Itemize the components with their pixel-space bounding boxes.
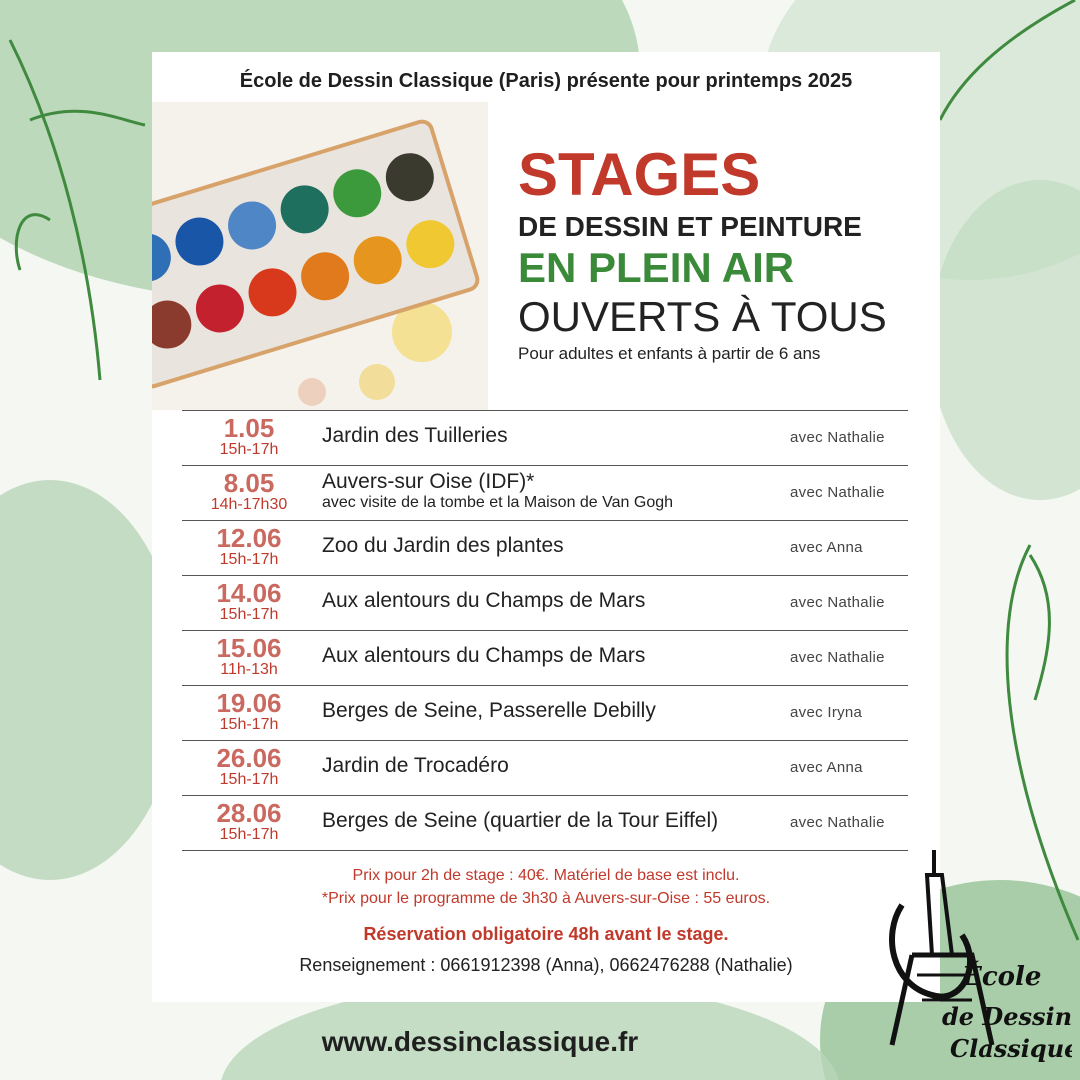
info-block bbox=[152, 864, 940, 976]
session-place: Aux alentours du Champs de Mars bbox=[322, 644, 646, 667]
session-date: 19.06 bbox=[216, 688, 282, 718]
school-logo bbox=[872, 845, 1072, 1070]
session-time: 15h-17h bbox=[219, 826, 279, 843]
poster-card bbox=[152, 52, 940, 1002]
session-subtitle: avec visite de la tombe et la Maison de Van Gogh bbox=[322, 494, 674, 511]
session-time: 15h-17h bbox=[219, 771, 279, 788]
list-item bbox=[182, 575, 908, 630]
title-ouverts: OUVERTS À TOUS bbox=[518, 293, 887, 340]
session-teacher: avec Iryna bbox=[790, 704, 863, 721]
school-header: École de Dessin Classique (Paris) présente pour printemps 2025 bbox=[239, 70, 853, 92]
title-plein-air: EN PLEIN AIR bbox=[518, 244, 795, 291]
session-teacher: avec Nathalie bbox=[790, 429, 885, 446]
session-place: Zoo du Jardin des plantes bbox=[322, 534, 564, 557]
session-teacher: avec Anna bbox=[790, 759, 863, 776]
list-item bbox=[182, 795, 908, 851]
session-time: 11h-13h bbox=[220, 661, 278, 678]
reservation-notice: Réservation obligatoire 48h avant le stage. bbox=[363, 924, 729, 944]
title-dessin: DE DESSIN ET PEINTURE bbox=[518, 211, 862, 242]
session-date: 14.06 bbox=[216, 578, 282, 608]
session-time: 15h-17h bbox=[219, 551, 279, 568]
list-item bbox=[182, 685, 908, 740]
session-date: 15.06 bbox=[216, 633, 282, 663]
session-time: 15h-17h bbox=[219, 606, 279, 623]
session-teacher: avec Nathalie bbox=[790, 814, 885, 831]
watercolor-palette-image bbox=[152, 102, 488, 410]
svg-text:de Dessin: de Dessin bbox=[942, 1002, 1072, 1031]
price-line: Prix pour 2h de stage : 40€. Matériel de base est inclu. bbox=[352, 867, 740, 884]
list-item bbox=[182, 630, 908, 685]
title-audience: Pour adultes et enfants à partir de 6 ans bbox=[518, 344, 821, 363]
session-teacher: avec Nathalie bbox=[790, 594, 885, 611]
session-place: Auvers-sur Oise (IDF)* bbox=[322, 470, 535, 493]
list-item bbox=[182, 520, 908, 575]
title-block bbox=[518, 141, 938, 364]
svg-text:Classique: Classique bbox=[950, 1034, 1072, 1063]
list-item bbox=[182, 410, 908, 465]
session-teacher: avec Nathalie bbox=[790, 484, 885, 501]
website-link[interactable]: www.dessinclassique.fr bbox=[321, 1026, 639, 1057]
svg-text:École: École bbox=[962, 962, 1042, 992]
session-time: 15h-17h bbox=[219, 441, 279, 458]
session-place: Aux alentours du Champs de Mars bbox=[322, 589, 646, 612]
session-time: 14h-17h30 bbox=[210, 496, 288, 513]
session-date: 8.05 bbox=[223, 468, 275, 498]
session-place: Jardin de Trocadéro bbox=[322, 754, 509, 777]
schedule-list bbox=[182, 410, 908, 851]
session-date: 26.06 bbox=[216, 743, 282, 773]
session-time: 15h-17h bbox=[219, 716, 279, 733]
session-teacher: avec Nathalie bbox=[790, 649, 885, 666]
price-auvers-line: *Prix pour le programme de 3h30 à Auvers-sur-Oise : 55 euros. bbox=[321, 890, 771, 907]
list-item bbox=[182, 465, 908, 520]
session-date: 28.06 bbox=[216, 798, 282, 828]
session-teacher: avec Anna bbox=[790, 539, 863, 556]
title-stages: STAGES bbox=[518, 141, 761, 208]
session-date: 1.05 bbox=[223, 413, 275, 443]
session-date: 12.06 bbox=[216, 523, 282, 553]
session-place: Jardin des Tuilleries bbox=[322, 424, 508, 447]
session-place: Berges de Seine, Passerelle Debilly bbox=[322, 699, 656, 722]
session-place: Berges de Seine (quartier de la Tour Eiffel) bbox=[322, 809, 719, 832]
contact-line: Renseignement : 0661912398 (Anna), 0662476288 (Nathalie) bbox=[299, 955, 793, 975]
list-item bbox=[182, 740, 908, 795]
